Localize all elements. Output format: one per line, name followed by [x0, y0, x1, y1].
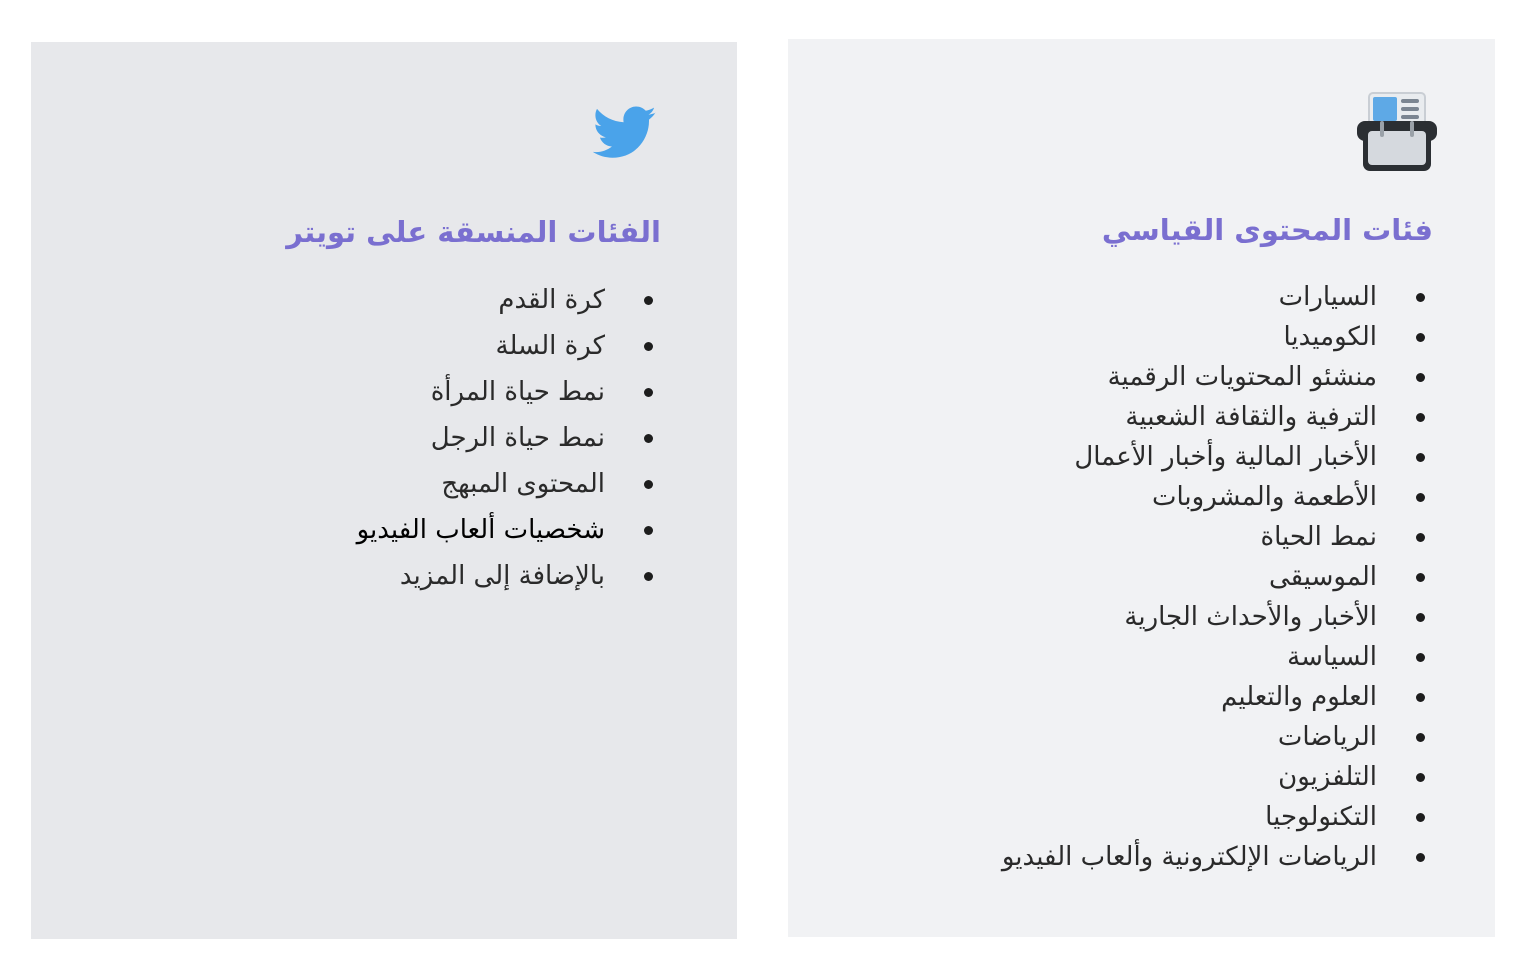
list-item: المحتوى المبهج [357, 461, 653, 507]
standard-categories-title: فئات المحتوى القياسي [1101, 213, 1433, 247]
twitter-categories-title: الفئات المنسقة على تويتر [286, 215, 661, 249]
list-item: السيارات [1002, 277, 1425, 317]
list-item: شخصيات ألعاب الفيديو [357, 507, 653, 553]
list-item: الرياضات [1002, 717, 1425, 757]
list-item: بالإضافة إلى المزيد [357, 553, 653, 599]
list-item: كرة القدم [357, 277, 653, 323]
list-item: الأخبار المالية وأخبار الأعمال [1002, 437, 1425, 477]
list-item: التلفزيون [1002, 757, 1425, 797]
list-item: الموسيقى [1002, 557, 1425, 597]
list-item: الترفية والثقافة الشعبية [1002, 397, 1425, 437]
list-item: منشئو المحتويات الرقمية [1002, 357, 1425, 397]
standard-categories-list [1002, 277, 1425, 877]
standard-categories-card [788, 39, 1495, 937]
list-item: العلوم والتعليم [1002, 677, 1425, 717]
rolodex-icon [1355, 91, 1439, 175]
twitter-bird-icon [593, 106, 657, 162]
list-item: نمط حياة الرجل [357, 415, 653, 461]
list-item: الأطعمة والمشروبات [1002, 477, 1425, 517]
list-item: كرة السلة [357, 323, 653, 369]
list-item: السياسة [1002, 637, 1425, 677]
list-item: الكوميديا [1002, 317, 1425, 357]
list-item: الرياضات الإلكترونية وألعاب الفيديو [1002, 837, 1425, 877]
list-item: التكنولوجيا [1002, 797, 1425, 837]
twitter-categories-card [31, 42, 737, 939]
twitter-categories-list [357, 277, 653, 599]
list-item: الأخبار والأحداث الجارية [1002, 597, 1425, 637]
list-item: نمط الحياة [1002, 517, 1425, 557]
list-item: نمط حياة المرأة [357, 369, 653, 415]
